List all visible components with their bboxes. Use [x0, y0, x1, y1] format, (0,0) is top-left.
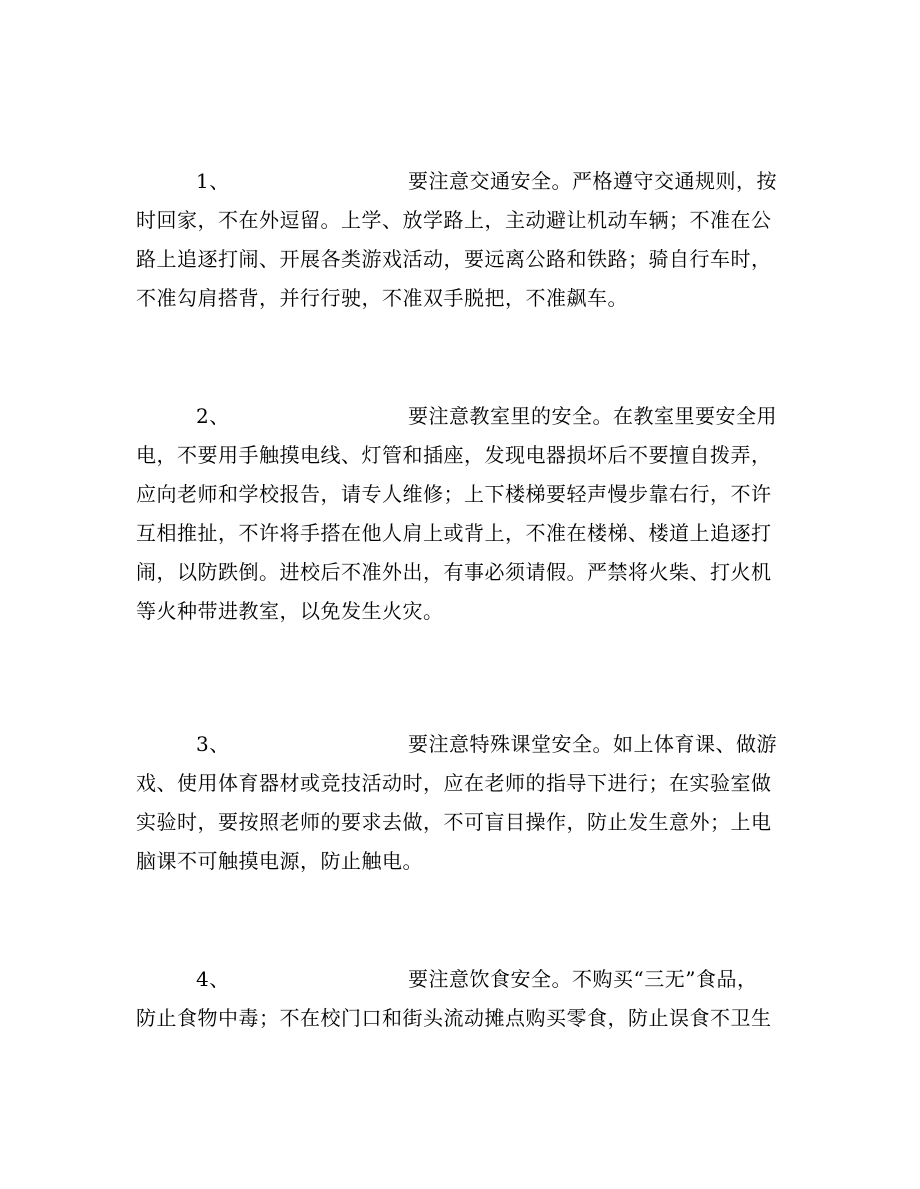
item-line: 闹，以防跌倒。进校后不准外出，有事必须请假。严禁将火柴、打火机	[136, 560, 772, 584]
item-first-line	[136, 162, 786, 201]
item-line: 路上追逐打闹、开展各类游戏活动，要远离公路和铁路；骑自行车时，	[136, 247, 772, 271]
item-line: 脑课不可触摸电源，防止触电。	[136, 849, 423, 873]
safety-item-traffic	[136, 162, 786, 318]
item-line: 实验时，要按照老师的要求去做，不可盲目操作，防止发生意外；上电	[136, 810, 772, 834]
item-line: 电，不要用手触摸电线、灯管和插座，发现电器损坏后不要擅自拨弄，	[136, 443, 772, 467]
item-line: 应向老师和学校报告，请专人维修；上下楼梯要轻声慢步靠右行，不许	[136, 482, 772, 506]
item-first-line	[136, 397, 786, 436]
item-line: 防止食物中毒；不在校门口和街头流动摊点购买零食，防止误食不卫生	[136, 1006, 772, 1030]
item-number: 3、	[196, 732, 230, 756]
item-first-line	[136, 960, 786, 999]
item-number: 1、	[196, 169, 230, 193]
safety-item-special-class	[136, 725, 786, 881]
item-line: 等火种带进教室，以免发生火灾。	[136, 599, 444, 623]
item-heading-text: 要注意教室里的安全。在教室里要安全用	[408, 404, 777, 428]
item-line: 互相推扯，不许将手搭在他人肩上或背上，不准在楼梯、楼道上追逐打	[136, 521, 772, 545]
item-number: 2、	[196, 404, 230, 428]
item-line: 戏、使用体育器材或竞技活动时，应在老师的指导下进行；在实验室做	[136, 771, 772, 795]
item-number: 4、	[196, 967, 230, 991]
safety-item-food	[136, 960, 786, 1038]
item-line: 时回家，不在外逗留。上学、放学路上，主动避让机动车辆；不准在公	[136, 208, 772, 232]
item-first-line	[136, 725, 786, 764]
safety-item-classroom	[136, 397, 786, 631]
item-heading-text: 要注意交通安全。严格遵守交通规则，按	[408, 169, 777, 193]
item-line: 不准勾肩搭背，并行行驶，不准双手脱把，不准飙车。	[136, 286, 628, 310]
item-heading-text: 要注意饮食安全。不购买“三无”食品，	[408, 967, 758, 991]
item-heading-text: 要注意特殊课堂安全。如上体育课、做游	[408, 732, 777, 756]
